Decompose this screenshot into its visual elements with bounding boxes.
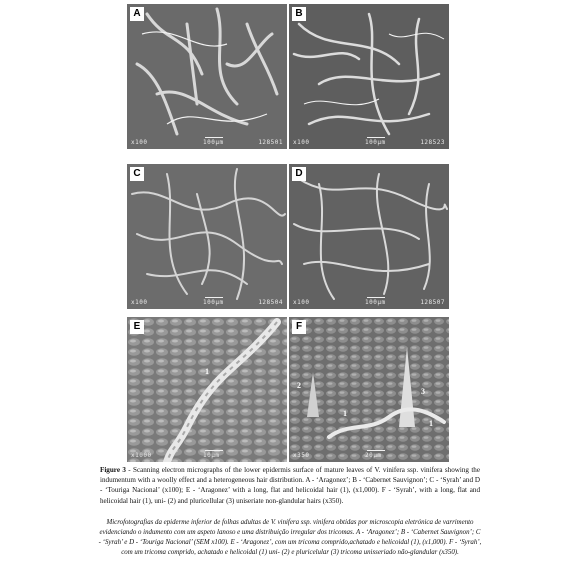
scale-bar-line <box>367 297 385 298</box>
scale-bar-line <box>205 297 223 298</box>
micrograph-image-a <box>127 4 287 149</box>
scale-length-text: 100µm <box>203 299 224 306</box>
panel-label: E <box>130 320 144 334</box>
scale-length-text: 20µm <box>365 452 382 459</box>
image-code-text: 128501 <box>258 139 283 146</box>
figure-caption-english <box>100 465 480 506</box>
image-code-text: 128523 <box>420 139 445 146</box>
magnification-text: x1000 <box>131 452 152 459</box>
scale-bar-line <box>205 450 223 451</box>
scale-info <box>293 296 445 306</box>
micrograph-image-b <box>289 4 449 149</box>
scale-info <box>131 136 283 146</box>
micrograph-image-c <box>127 164 287 309</box>
scale-bar-line <box>367 137 385 138</box>
micrograph-panel-e <box>127 317 287 462</box>
magnification-text: x100 <box>293 299 310 306</box>
micrograph-panel-d <box>289 164 449 309</box>
image-code-text: 128504 <box>258 299 283 306</box>
image-code-text: 128507 <box>420 299 445 306</box>
hair-annotation-2: 2 <box>297 381 301 390</box>
panel-label: C <box>130 167 144 181</box>
scale-info <box>293 449 445 459</box>
caption-english-text: - Scanning electron micrographs of the lower epidermis surface of mature leaves of V. vinifera ssp. vinifera showing the indumentum with a woolly effect and a heterogeneous hair distribution. A - ‘Aragonez’; B - ‘Cabernet Sauvignon’; C - ‘Syrah’ and D - ‘Touriga Nacional’ (x100); E - ‘Aragonez’ with a long, flat and helicoidal hair (1), (x1,000). F - ‘Syrah’, with a long, flat and helicoidal hair (1), uni- (2) and pluricellular (3) uniseriate non-glandular hairs (x350). <box>100 466 480 505</box>
scale-bar-line <box>205 137 223 138</box>
magnification-text: x100 <box>131 139 148 146</box>
scale-length-text: 100µm <box>365 299 386 306</box>
micrograph-panel-a <box>127 4 287 149</box>
hair-annotation-1: 1 <box>343 409 347 418</box>
magnification-text: x100 <box>293 139 310 146</box>
hair-annotation-3: 3 <box>421 387 425 396</box>
micrograph-panel-f <box>289 317 449 462</box>
panel-label: D <box>292 167 306 181</box>
micrograph-panel-b <box>289 4 449 149</box>
magnification-text: x350 <box>293 452 310 459</box>
hair-annotation-1: 1 <box>205 367 209 376</box>
micrograph-panel-c <box>127 164 287 309</box>
micrograph-image-d <box>289 164 449 309</box>
scale-bar-line <box>367 450 385 451</box>
scale-length-text: 100µm <box>365 139 386 146</box>
scale-info <box>131 296 283 306</box>
figure-caption-portuguese: Microfotografias da epiderme inferior de folhas adultas de V. vinifera ssp. vinifera obtidas por microscopia eletrónica de varrimento evidenciando o indumento com um aspeto lanoso e uma distribuição irregular dos tricomas. A - ‘Aragonez’; B - ‘Cabernet Sauvignon’; C - ‘Syrah’ e D - ‘Touriga Nacional’ (SEM x100). E - ‘Aragonez’, com um tricoma comprido,achatado e helicoidal (1), (x1,000). F - ‘Syrah’, com um tricoma comprido, achatado e helicoidal (1) uni- (2) e pluricelular (3) tricoma unisseriado não-glandular (x350). <box>98 519 482 556</box>
scale-length-text: 100µm <box>203 139 224 146</box>
figure-number: Figure 3 <box>100 466 126 474</box>
micrograph-image-e <box>127 317 287 462</box>
panel-label: A <box>130 7 144 21</box>
scale-info <box>131 449 283 459</box>
magnification-text: x100 <box>131 299 148 306</box>
micrograph-image-f <box>289 317 449 462</box>
panel-label: B <box>292 7 306 21</box>
hair-annotation-1b: 1 <box>429 419 433 428</box>
scale-length-text: 10µm <box>203 452 220 459</box>
scale-info <box>293 136 445 146</box>
panel-label: F <box>292 320 306 334</box>
